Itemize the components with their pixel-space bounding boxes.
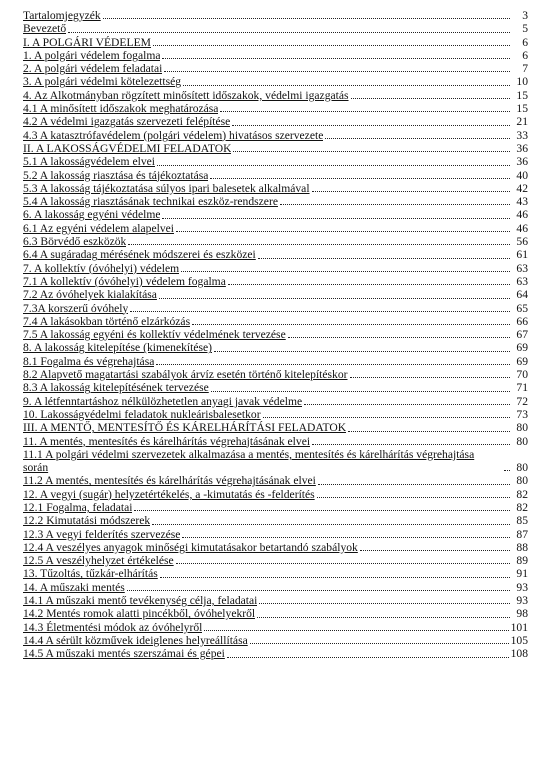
toc-entry[interactable]	[23, 22, 528, 35]
toc-entry-page-number: 15	[516, 102, 528, 116]
toc-entry-page-number: 93	[516, 580, 528, 594]
toc-entry-page-number: 15	[516, 88, 528, 102]
dot-leader	[182, 536, 510, 538]
toc-entry-page-number: 80	[516, 434, 528, 448]
toc-entry[interactable]	[23, 75, 528, 88]
toc-entry-title: 14.3 Életmentési módok az óvóhelyről	[23, 620, 203, 634]
dot-leader	[350, 376, 510, 378]
toc-entry-title: 7.2 Az óvóhelyek kialakítása	[23, 288, 157, 302]
toc-entry-title: 12.1 Fogalma, feladatai	[23, 500, 133, 514]
toc-entry-page-number: 46	[516, 221, 528, 235]
dot-leader	[318, 483, 510, 485]
dot-leader	[68, 31, 510, 33]
toc-entry-page-number: 66	[516, 314, 528, 328]
dot-leader	[152, 523, 510, 525]
toc-entry-page-number: 91	[516, 567, 528, 581]
toc-entry[interactable]	[23, 315, 528, 328]
toc-entry[interactable]	[23, 448, 528, 475]
toc-entry-page-number: 6	[522, 48, 528, 62]
toc-entry-title: 14. A műszaki mentés	[23, 580, 125, 594]
dot-leader	[192, 323, 510, 325]
toc-entry-page-number: 80	[516, 461, 528, 475]
toc-entry-page-number: 36	[516, 155, 528, 169]
toc-entry[interactable]	[23, 621, 528, 634]
toc-entry-title: 6.3 Börvédő eszközök	[23, 235, 127, 249]
dot-leader	[228, 283, 510, 285]
toc-entry[interactable]	[23, 89, 528, 102]
toc-entry-title: 2. A polgári védelem feladatai	[23, 62, 163, 76]
toc-entry-page-number: 21	[516, 115, 528, 129]
toc-entry-title: 14.5 A műszaki mentés szerszámai és gépei	[23, 647, 225, 661]
toc-entry-page-number: 42	[516, 181, 528, 195]
toc-entry-title: 3. A polgári védelmi kötelezettség	[23, 75, 182, 89]
toc-entry-title: 7. A kollektív (óvóhelyi) védelem	[23, 261, 180, 275]
toc-entry-page-number: 108	[510, 647, 528, 661]
toc-entry[interactable]	[23, 248, 528, 261]
dot-leader	[164, 70, 510, 72]
toc-entry-title: I. A POLGÁRI VÉDELEM	[23, 35, 151, 49]
toc-entry-title: 7.3A korszerű óvóhely	[23, 301, 129, 315]
toc-entry[interactable]	[23, 302, 528, 315]
toc-entry-title: 5.3 A lakosság tájékoztatása súlyos ipari balesetek alkalmával	[23, 181, 310, 195]
toc-entry[interactable]	[23, 155, 528, 168]
toc-entry[interactable]	[23, 102, 528, 115]
toc-entry[interactable]	[23, 634, 528, 647]
toc-entry-page-number: 61	[516, 248, 528, 262]
dot-leader	[227, 656, 509, 658]
toc-entry[interactable]	[23, 341, 528, 354]
dot-leader	[220, 110, 510, 112]
toc-entry-page-number: 85	[516, 514, 528, 528]
toc-entry[interactable]	[23, 368, 528, 381]
toc-entry-title: II. A LAKOSSÁGVÉDELMI FELADATOK	[23, 141, 232, 155]
toc-entry-page-number: 33	[516, 128, 528, 142]
toc-entry[interactable]	[23, 9, 528, 22]
toc-entry-title: 12.3 A vegyi felderítés szervezése	[23, 527, 181, 541]
toc-entry-title: 7.1 A kollektív (óvóhelyi) védelem fogalma	[23, 274, 226, 288]
dot-leader	[351, 97, 510, 99]
toc-entry-page-number: 73	[516, 407, 528, 421]
dot-leader	[128, 243, 510, 245]
toc-entry[interactable]	[23, 607, 528, 620]
dot-leader	[312, 443, 510, 445]
dot-leader	[250, 642, 509, 644]
toc-entry-page-number: 40	[516, 168, 528, 182]
dot-leader	[176, 230, 510, 232]
toc-entry-page-number: 69	[516, 354, 528, 368]
table-of-contents	[23, 9, 528, 661]
dot-leader	[162, 57, 510, 59]
toc-entry-title: 10. Lakosságvédelmi feladatok nukleárisbalesetkor	[23, 407, 261, 421]
toc-entry-page-number: 65	[516, 301, 528, 315]
toc-entry[interactable]	[23, 594, 528, 607]
dot-leader	[348, 430, 510, 432]
dot-leader	[257, 616, 510, 618]
toc-entry-title: 14.2 Mentés romok alatti pincékből, óvóhelyekről	[23, 607, 256, 621]
dot-leader	[204, 629, 508, 631]
toc-entry-page-number: 88	[516, 540, 528, 554]
toc-entry[interactable]	[23, 288, 528, 301]
dot-leader	[288, 336, 510, 338]
toc-entry[interactable]	[23, 115, 528, 128]
toc-entry-title: 7.4 A lakásokban történő elzárkózás	[23, 314, 191, 328]
dot-leader	[160, 576, 510, 578]
toc-entry[interactable]	[23, 435, 528, 448]
toc-entry[interactable]	[23, 581, 528, 594]
toc-entry-page-number: 5	[522, 22, 528, 36]
toc-entry-title: 14.4 A sérült közművek ideiglenes helyreállítása	[23, 633, 248, 647]
toc-entry[interactable]	[23, 647, 528, 660]
dot-leader	[504, 469, 510, 471]
toc-entry-title: 8.2 Alapvető magatartási szabályok árvíz esetén történő kitelepítéskor	[23, 368, 348, 382]
dot-leader	[176, 562, 510, 564]
toc-entry-page-number: 89	[516, 554, 528, 568]
toc-entry-title: 12.5 A veszélyhelyzet értékelése	[23, 554, 174, 568]
toc-entry-page-number: 3	[522, 9, 528, 22]
toc-entry[interactable]	[23, 381, 528, 394]
toc-entry-page-number: 63	[516, 261, 528, 275]
toc-entry-title: 9. A létfenntartáshoz nélkülözhetetlen anyagi javak védelme	[23, 394, 303, 408]
toc-entry-title: 8.1 Fogalma és végrehajtása	[23, 354, 155, 368]
toc-entry[interactable]	[23, 541, 528, 554]
toc-entry-title: 4.1 A minősített időszakok meghatározása	[23, 102, 219, 116]
toc-entry[interactable]	[23, 567, 528, 580]
toc-entry-title: 4.3 A katasztrófavédelem (polgári védelem) hivatásos szervezete	[23, 128, 324, 142]
toc-entry[interactable]	[23, 395, 528, 408]
toc-entry[interactable]	[23, 129, 528, 142]
toc-entry-page-number: 46	[516, 208, 528, 222]
dot-leader	[210, 177, 510, 179]
toc-entry[interactable]	[23, 62, 528, 75]
toc-entry-title: 11.1 A polgári védelmi szervezetek alkalmazása a mentés, mentesítés és kárelhárítás végrehajtása során	[23, 447, 475, 475]
toc-entry[interactable]	[23, 222, 528, 235]
dot-leader	[211, 390, 510, 392]
dot-leader	[183, 84, 510, 86]
toc-entry-title: 4.2 A védelmi igazgatás szervezeti felépítése	[23, 115, 231, 129]
toc-entry-title: 12.4 A veszélyes anyagok minőségi kimutatásakor betartandó szabályok	[23, 540, 358, 554]
toc-entry-title: 8.3 A lakosság kitelepítésének tervezése	[23, 381, 209, 395]
toc-entry[interactable]	[23, 195, 528, 208]
toc-entry-page-number: 56	[516, 235, 528, 249]
toc-entry[interactable]	[23, 355, 528, 368]
dot-leader	[258, 257, 510, 259]
toc-entry-title: Tartalomjegyzék	[23, 9, 101, 22]
toc-entry-page-number: 82	[516, 487, 528, 501]
dot-leader	[360, 549, 510, 551]
toc-entry-page-number: 10	[516, 75, 528, 89]
dot-leader	[130, 310, 510, 312]
toc-entry[interactable]	[23, 142, 528, 155]
toc-entry[interactable]	[23, 262, 528, 275]
toc-entry[interactable]	[23, 488, 528, 501]
toc-entry-title: 8. A lakosság kitelepítése (kimenekítése)	[23, 341, 212, 355]
toc-entry-page-number: 69	[516, 341, 528, 355]
toc-entry[interactable]	[23, 554, 528, 567]
toc-entry[interactable]	[23, 208, 528, 221]
toc-entry-page-number: 36	[516, 141, 528, 155]
toc-entry[interactable]	[23, 169, 528, 182]
toc-entry-title: 1. A polgári védelem fogalma	[23, 48, 161, 62]
toc-entry-page-number: 67	[516, 328, 528, 342]
dot-leader	[312, 190, 510, 192]
dot-leader	[304, 403, 510, 405]
dot-leader	[162, 217, 510, 219]
toc-entry[interactable]	[23, 501, 528, 514]
toc-entry-page-number: 71	[516, 381, 528, 395]
toc-entry[interactable]	[23, 474, 528, 487]
toc-entry-page-number: 98	[516, 607, 528, 621]
toc-entry-title: 12. A vegyi (sugár) helyzetértékelés, a -kimutatás és -felderítés	[23, 487, 315, 501]
toc-entry-title: Bevezető	[23, 22, 67, 36]
dot-leader	[317, 496, 510, 498]
toc-entry[interactable]	[23, 36, 528, 49]
toc-entry-page-number: 82	[516, 500, 528, 514]
toc-entry-title: 4. Az Alkotmányban rögzített minősített időszakok, védelmi igazgatás	[23, 88, 349, 102]
toc-entry-title: 13. Tűzoltás, tűzkár-elhárítás	[23, 567, 158, 581]
dot-leader	[280, 203, 510, 205]
dot-leader	[103, 17, 510, 19]
toc-entry-page-number: 43	[516, 195, 528, 209]
toc-entry[interactable]	[23, 514, 528, 527]
toc-entry-page-number: 6	[522, 35, 528, 49]
dot-leader	[156, 363, 510, 365]
toc-entry-page-number: 80	[516, 421, 528, 435]
toc-entry-title: III. A MENTŐ, MENTESÍTŐ ÉS KÁRELHÁRÍTÁSI FELADATOK	[23, 421, 347, 435]
dot-leader	[127, 589, 510, 591]
dot-leader	[232, 124, 510, 126]
dot-leader	[214, 350, 510, 352]
toc-entry-title: 11.2 A mentés, mentesítés és kárelhárítás végrehajtásának elvei	[23, 474, 316, 488]
toc-entry-title: 7.5 A lakosság egyéni és kollektív védelmének tervezése	[23, 328, 286, 342]
dot-leader	[134, 509, 510, 511]
toc-entry-page-number: 63	[516, 274, 528, 288]
toc-entry[interactable]	[23, 328, 528, 341]
dot-leader	[325, 137, 510, 139]
dot-leader	[181, 270, 510, 272]
toc-entry[interactable]	[23, 528, 528, 541]
dot-leader	[259, 602, 510, 604]
toc-entry-page-number: 105	[510, 633, 528, 647]
toc-entry[interactable]	[23, 421, 528, 434]
toc-entry-page-number: 70	[516, 368, 528, 382]
toc-entry[interactable]	[23, 408, 528, 421]
dot-leader	[233, 150, 510, 152]
toc-entry[interactable]	[23, 235, 528, 248]
toc-entry-title: 6. A lakosság egyéni védelme	[23, 208, 161, 222]
toc-entry-title: 5.4 A lakosság riasztásának technikai eszköz-rendszere	[23, 195, 278, 209]
toc-entry-title: 14.1 A műszaki mentő tevékenység célja, feladatai	[23, 594, 258, 608]
toc-entry-page-number: 87	[516, 527, 528, 541]
toc-entry-page-number: 7	[522, 62, 528, 76]
toc-entry-page-number: 64	[516, 288, 528, 302]
toc-entry-title: 5.1 A lakosságvédelem elvei	[23, 155, 156, 169]
dot-leader	[157, 164, 510, 166]
toc-entry-title: 6.4 A sugáradag mérésének módszerei és eszközei	[23, 248, 256, 262]
toc-entry-title: 5.2 A lakosság riasztása és tájékoztatása	[23, 168, 209, 182]
toc-entry[interactable]	[23, 182, 528, 195]
dot-leader	[159, 297, 510, 299]
toc-entry-page-number: 93	[516, 594, 528, 608]
toc-entry[interactable]	[23, 275, 528, 288]
dot-leader	[153, 44, 510, 46]
toc-entry-page-number: 80	[516, 474, 528, 488]
dot-leader	[263, 416, 510, 418]
toc-entry[interactable]	[23, 49, 528, 62]
toc-entry-title: 12.2 Kimutatási módszerek	[23, 514, 151, 528]
toc-entry-title: 6.1 Az egyéni védelem alapelvei	[23, 221, 174, 235]
toc-entry-page-number: 101	[510, 620, 528, 634]
toc-entry-page-number: 72	[516, 394, 528, 408]
toc-entry-title: 11. A mentés, mentesítés és kárelhárítás végrehajtásának elvei	[23, 434, 311, 448]
